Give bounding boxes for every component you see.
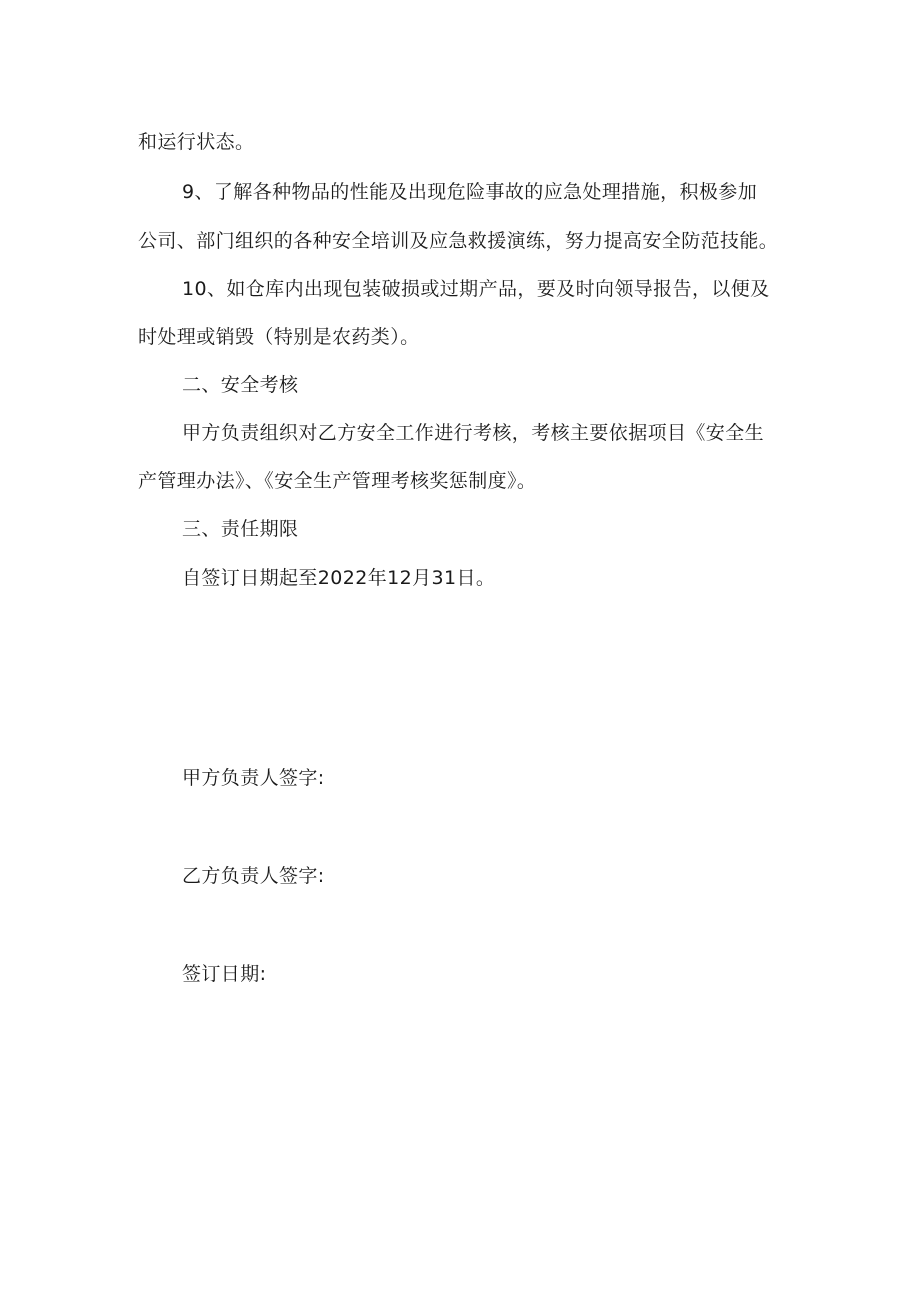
item-9-line-2: 公司、部门组织的各种安全培训及应急救援演练，努力提高安全防范技能。 (138, 230, 779, 252)
sign-date-label: 签订日期: (182, 963, 267, 985)
item-9-line-1: 9、了解各种物品的性能及出现危险事故的应急处理措施，积极参加 (182, 181, 758, 203)
paragraph-line: 和运行状态。 (138, 131, 255, 153)
section-heading-safety-assessment: 二、安全考核 (182, 374, 299, 396)
assessment-line-1: 甲方负责组织对乙方安全工作进行考核，考核主要依据项目《安全生 (182, 422, 765, 444)
item-10-line-1: 10、如仓库内出现包装破损或过期产品，要及时向领导报告，以便及 (182, 278, 770, 300)
party-b-signature-label: 乙方负责人签字: (182, 865, 325, 887)
party-a-signature-label: 甲方负责人签字: (182, 767, 325, 789)
period-line: 自签订日期起至2022年12月31日。 (182, 567, 496, 589)
section-heading-responsibility-period: 三、责任期限 (182, 518, 299, 540)
assessment-line-2: 产管理办法》、《安全生产管理考核奖惩制度》。 (138, 470, 537, 492)
item-10-line-2: 时处理或销毁（特别是农药类）。 (138, 326, 420, 348)
